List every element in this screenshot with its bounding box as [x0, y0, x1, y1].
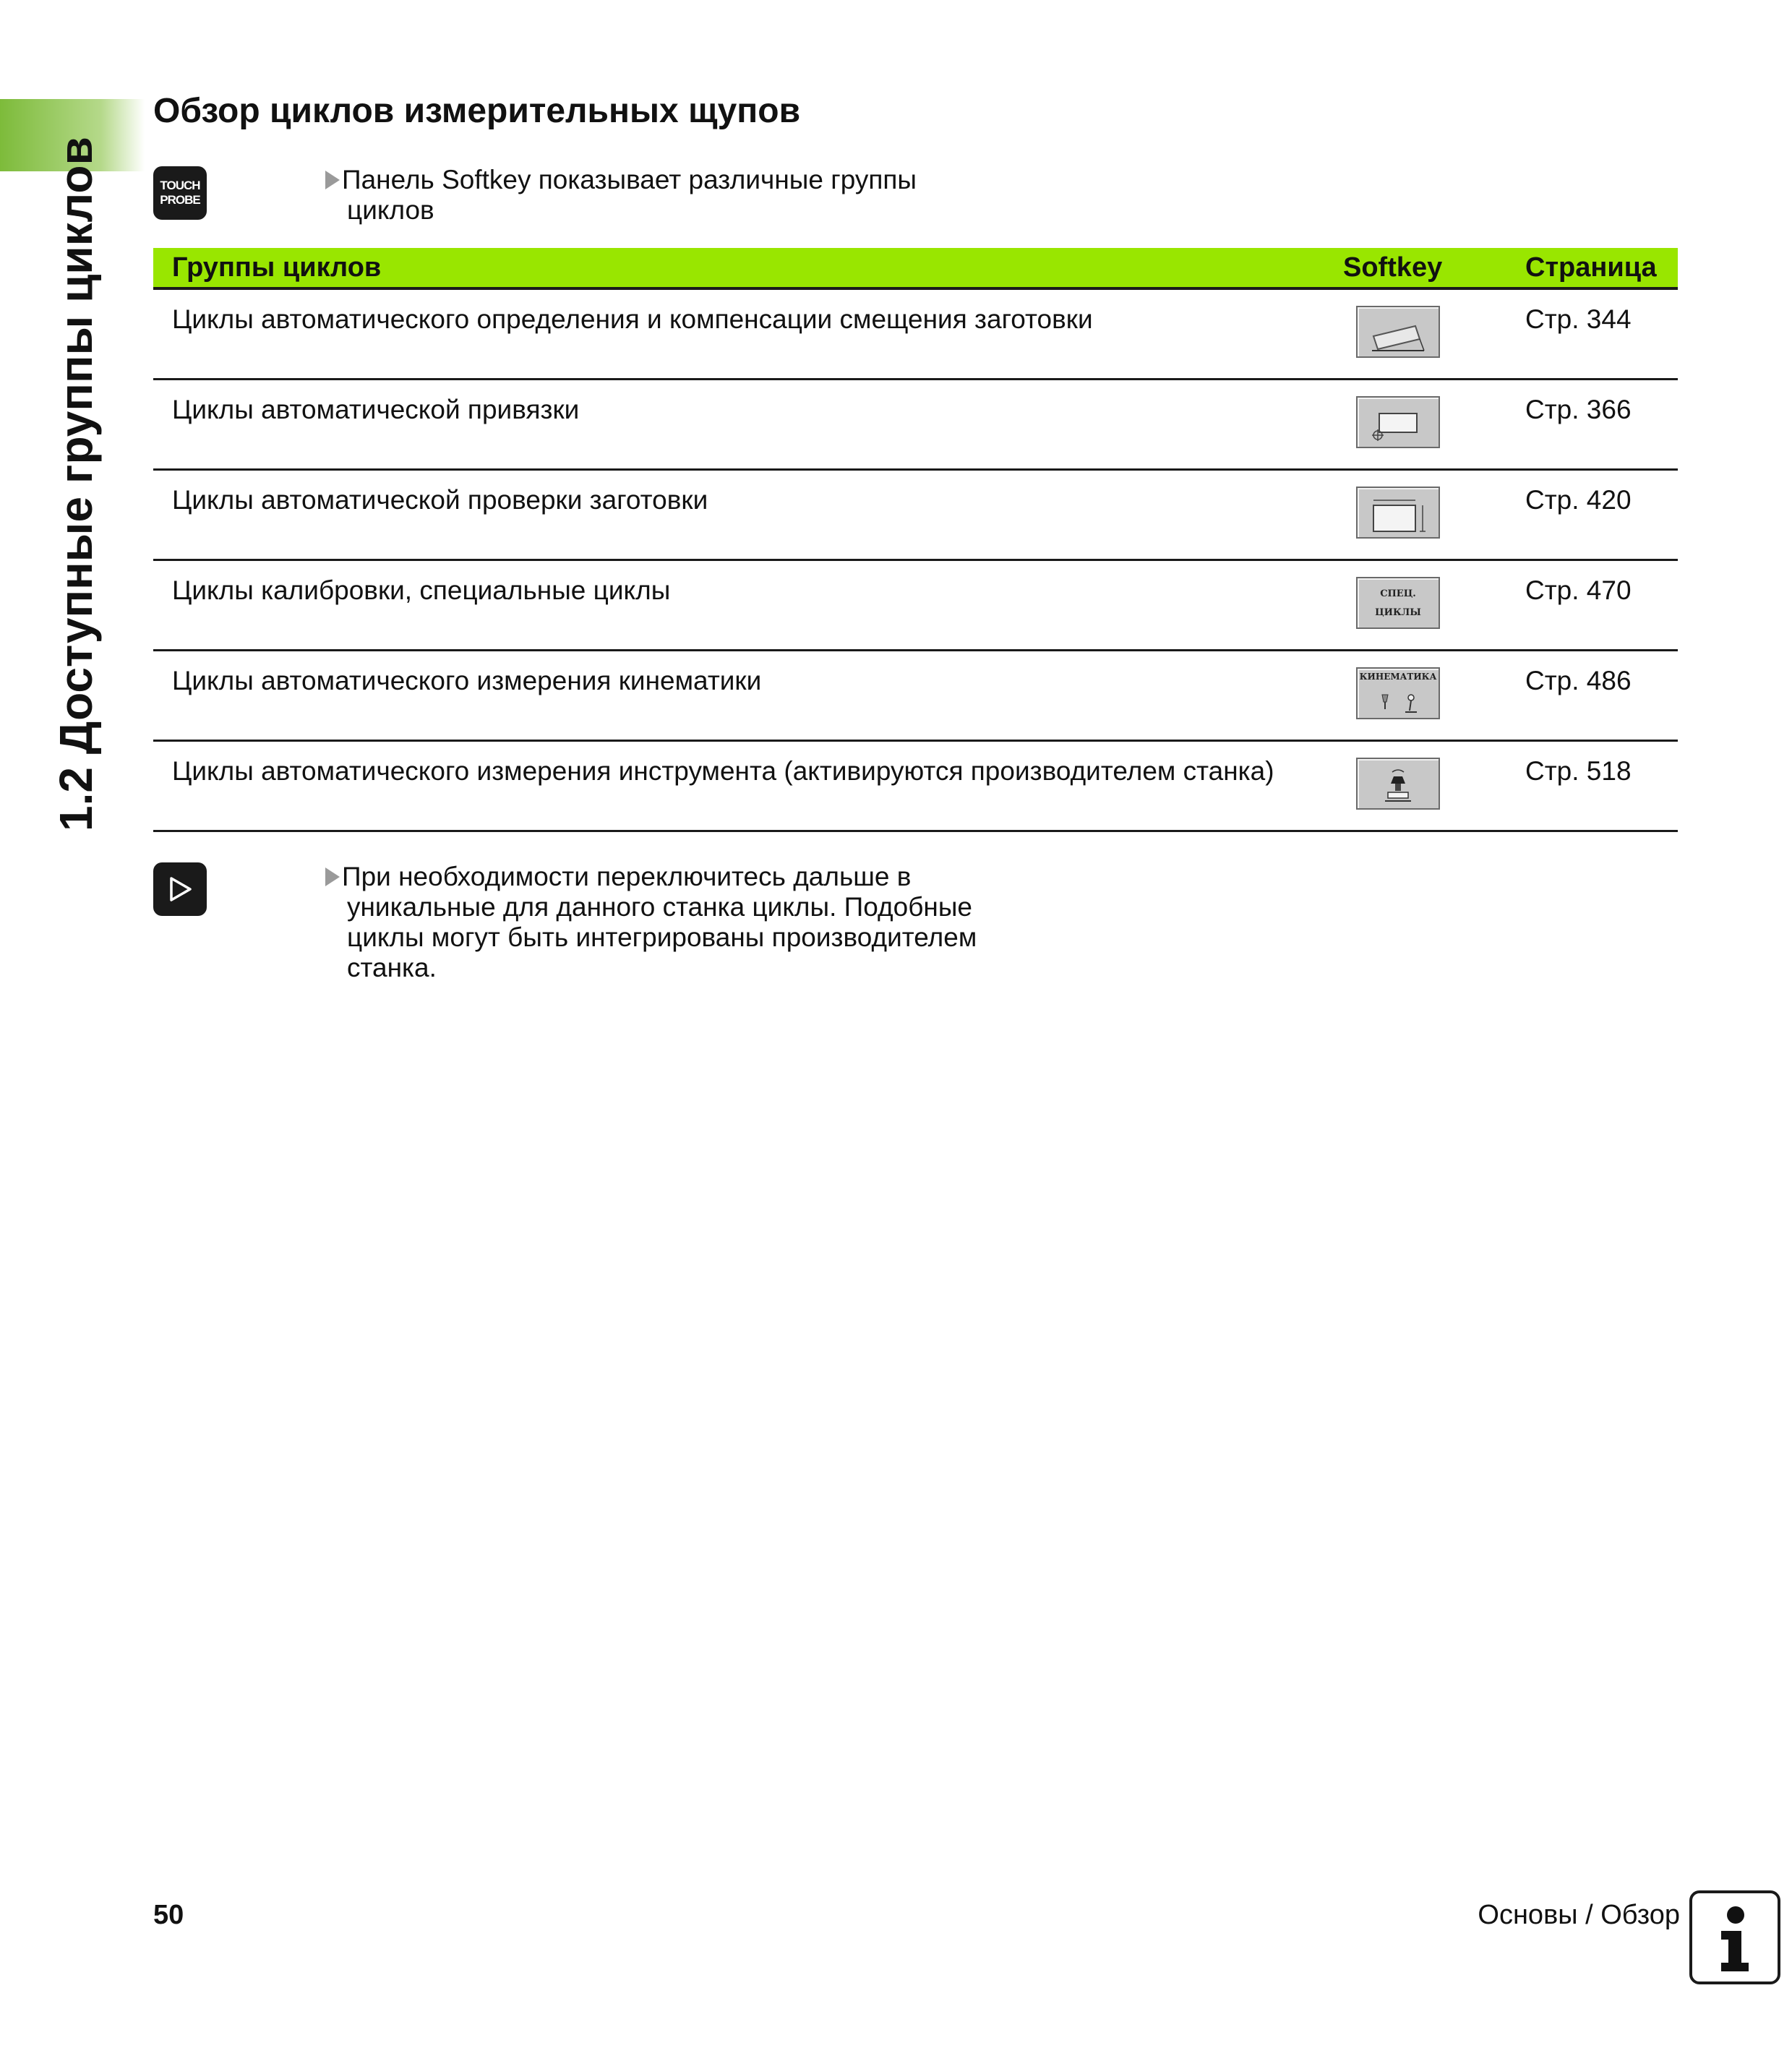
row-group: Циклы автоматической проверки заготовки — [172, 485, 708, 515]
note-softkey-groups — [325, 165, 976, 226]
row-group: Циклы автоматического измерения инструмента (активируются производителем станка) — [172, 756, 1274, 786]
row-page: Стр. 470 — [1525, 575, 1632, 605]
touch-probe-key-icon — [153, 166, 207, 220]
table-row — [153, 290, 1678, 380]
table-header — [153, 248, 1678, 290]
touch-key-line2: PROBE — [160, 193, 200, 207]
header-page: Страница — [1525, 252, 1657, 283]
note-text: При необходимости переключитесь дальше в уникальные для данного станка циклы. Подобные циклы могут быть интегрированы производителем станка. — [342, 862, 977, 982]
row-page: Стр. 486 — [1525, 666, 1632, 695]
row-page: Стр. 518 — [1525, 756, 1632, 786]
table-row — [153, 561, 1678, 651]
chapter-side-title: 1.2 Доступные группы циклов — [50, 137, 102, 831]
table-row — [153, 471, 1678, 561]
special-cycles-icon — [1356, 577, 1440, 629]
page-title: Обзор циклов измерительных щупов — [153, 92, 801, 130]
page-number: 50 — [153, 1900, 184, 1930]
row-page: Стр. 344 — [1525, 304, 1632, 334]
softkey-label: КИНЕМАТИКА — [1359, 672, 1437, 682]
next-softkey-row-key-icon — [153, 862, 207, 916]
bullet-arrow-icon — [325, 867, 340, 886]
softkey-label: СПЕЦ. — [1380, 588, 1416, 599]
kinematics-icon — [1356, 667, 1440, 719]
table-row — [153, 380, 1678, 471]
row-group: Циклы автоматического определения и компенсации смещения заготовки — [172, 304, 1093, 334]
header-group: Группы циклов — [172, 252, 382, 283]
note-machine-specific — [325, 862, 1012, 983]
touch-key-line1: TOUCH — [160, 179, 200, 192]
row-group: Циклы автоматического измерения кинематики — [172, 666, 762, 695]
row-group: Циклы автоматической привязки — [172, 395, 580, 424]
info-icon — [1689, 1890, 1780, 1984]
softkey-label: ЦИКЛЫ — [1375, 607, 1421, 618]
note-text: Панель Softkey показывает различные группы циклов — [342, 165, 917, 225]
header-softkey: Softkey — [1343, 252, 1443, 283]
table-row — [153, 651, 1678, 742]
tool-measure-icon — [1356, 758, 1440, 810]
row-page: Стр. 366 — [1525, 395, 1632, 424]
bullet-arrow-icon — [325, 171, 340, 189]
datum-setting-icon — [1356, 396, 1440, 448]
table-row — [153, 742, 1678, 832]
row-group: Циклы калибровки, специальные циклы — [172, 575, 671, 605]
workpiece-measure-icon — [1356, 487, 1440, 539]
row-page: Стр. 420 — [1525, 485, 1632, 515]
cycle-groups-table — [153, 248, 1678, 832]
workpiece-misalignment-icon — [1356, 306, 1440, 358]
footer-section-title: Основы / Обзор — [1478, 1900, 1680, 1930]
